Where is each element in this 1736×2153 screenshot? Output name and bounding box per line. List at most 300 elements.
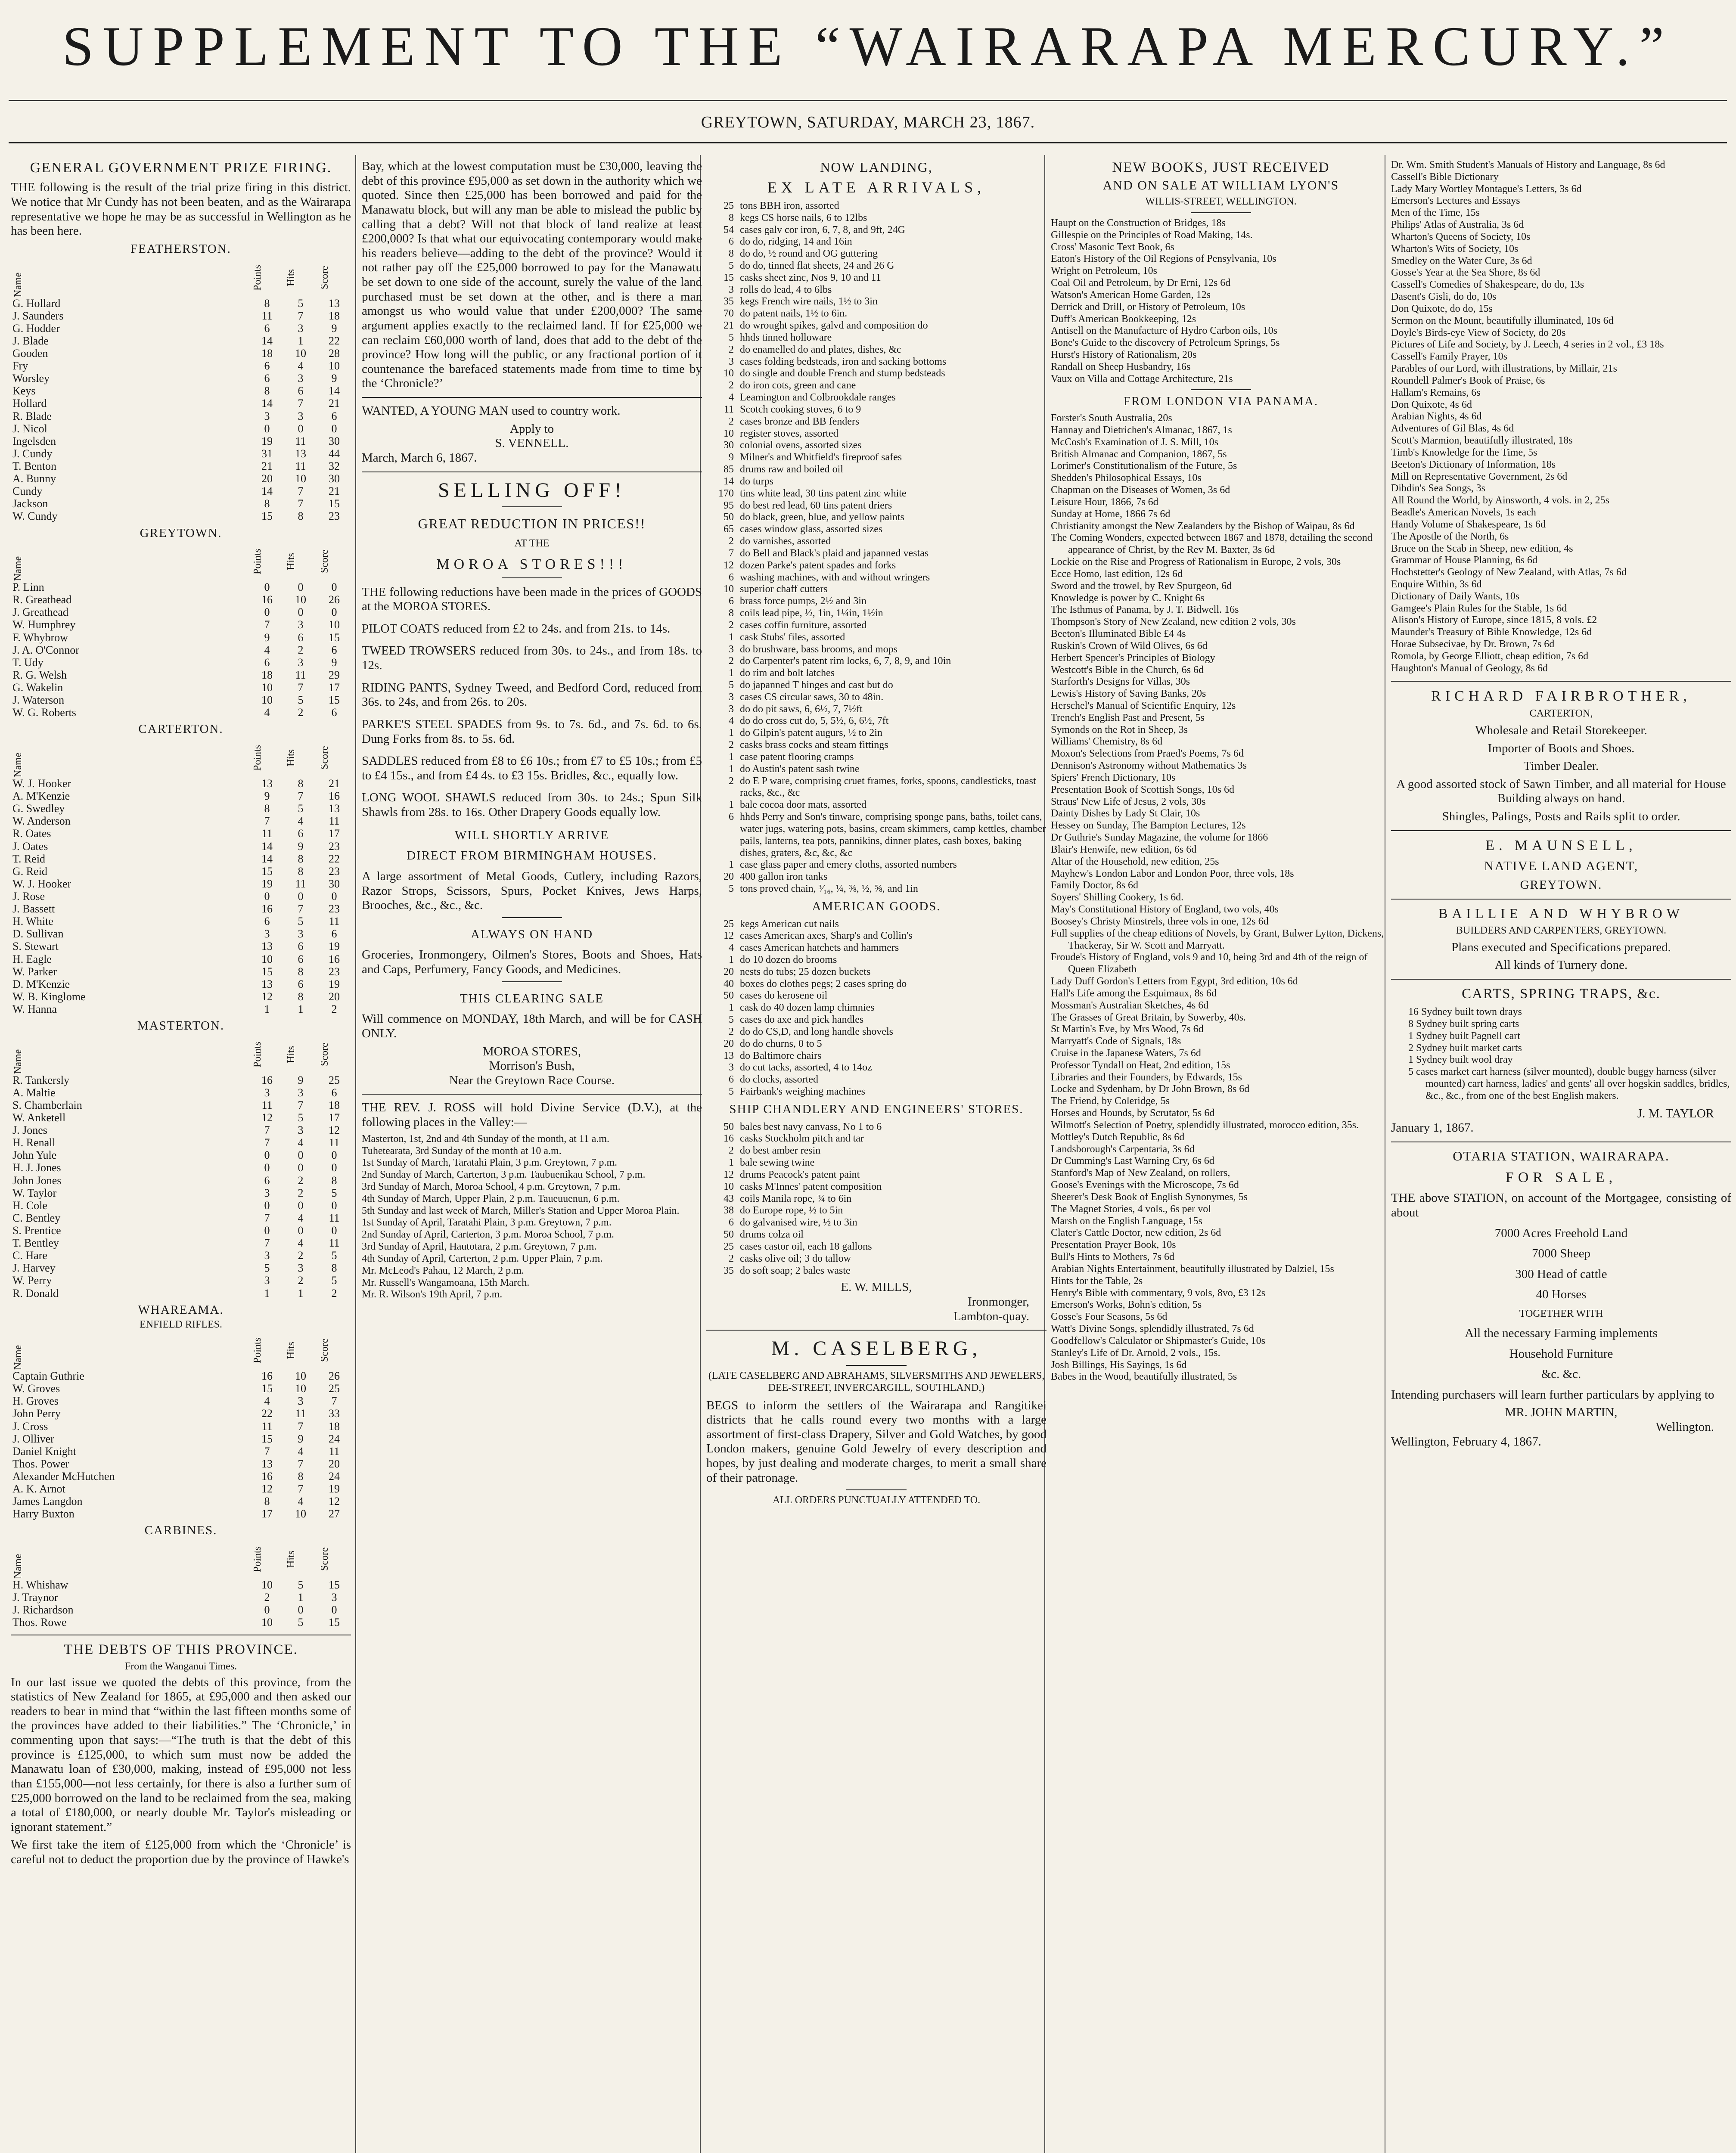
ship-item-qty: 2 (729, 1253, 734, 1264)
score-row (11, 1508, 351, 1520)
book-item: Sunday at Home, 1866 7s 6d (1051, 508, 1171, 520)
score-cell: 7 (298, 681, 304, 694)
score-row (11, 297, 351, 310)
service-intro: THE REV. J. ROSS will hold Divine Service (D.V.), at the following places in the Valley:— (362, 1101, 702, 1129)
score-cell: 17 (329, 1111, 340, 1124)
hardware-item-desc: do rim and bolt latches (740, 667, 835, 679)
score-header-name-label: Name (12, 1554, 24, 1579)
score-cell: 13 (261, 777, 273, 790)
shooter-name: G. Wakelin (12, 681, 63, 694)
hardware-item-desc: casks brass cocks and steam fittings (740, 739, 888, 751)
score-cell: 7 (298, 1457, 304, 1470)
score-cell: 7 (298, 1098, 304, 1111)
hardware-item-qty: 54 (724, 224, 734, 236)
rule (706, 1330, 1047, 1331)
ship-item-qty: 25 (724, 1241, 734, 1252)
score-cell: 10 (295, 1370, 306, 1383)
maunsell-ad (1391, 837, 1731, 893)
fairbrother-line: Shingles, Palings, Posts and Rails split to order. (1442, 810, 1680, 823)
score-cell: 7 (298, 903, 304, 915)
score-row (11, 606, 351, 618)
fairbrother-ad (1391, 688, 1731, 824)
debts-source: From the Wanganui Times. (124, 1660, 237, 1672)
score-row (11, 890, 351, 903)
rule (1391, 899, 1731, 900)
score-tables (11, 242, 351, 1629)
masthead (0, 17, 1736, 76)
score-header-score-label: Score (319, 266, 330, 289)
score-row (11, 1212, 351, 1224)
american-item-desc: boxes do clothes pegs; 2 cases spring do (740, 978, 907, 990)
shooter-name: W. Perry (12, 1274, 52, 1287)
hardware-item-desc: do Gilpin's patent augurs, ½ to 2in (740, 727, 882, 739)
hardware-item (706, 488, 1047, 500)
prize-firing-intro: THE following is the result of the trial prize firing in this district. We notice that Mr Cundy has not been beaten, and as the Wairarapa representative we hope he may be as successful in Wellington as he has been here. (11, 180, 351, 238)
score-row (11, 903, 351, 915)
hardware-item-qty: 5 (729, 260, 734, 271)
score-header-hits-label: Hits (286, 553, 297, 571)
shooter-name: A. M'Kenzie (12, 790, 70, 803)
score-cell: 15 (329, 631, 340, 644)
score-header-points-label: Points (252, 1546, 263, 1573)
score-cell: 3 (298, 1124, 304, 1137)
book-item: Antisell on the Manufacture of Hydro Carbon oils, 10s (1051, 325, 1277, 337)
column-1 (11, 159, 351, 2153)
score-header-score (317, 542, 351, 581)
score-cell: 3 (298, 656, 304, 669)
score-cell: 7 (298, 309, 304, 322)
score-cell: 3 (331, 1591, 337, 1604)
reduction-item: RIDING PANTS, Sydney Tweed, and Bedford Cord, reduced from 36s. to 24s, and from 26s. to 20s. (362, 680, 702, 709)
hardware-item (706, 500, 1047, 512)
shooter-name: Ingelsden (12, 434, 56, 447)
service-item: Mr. Russell's Wangamoana, 15th March. (362, 1277, 530, 1288)
book-item: Dr Guthrie's Sunday Magazine, the volume for 1866 (1051, 832, 1268, 844)
score-header-score-label: Score (319, 1338, 330, 1362)
hardware-item-qty: 5 (729, 883, 734, 895)
otaria-item: 7000 Sheep (1531, 1247, 1591, 1261)
book-item: Horses and Hounds, by Scrutator, 5s 6d (1051, 1108, 1215, 1119)
score-cell: 0 (298, 1224, 304, 1237)
hardware-item (706, 776, 1047, 800)
shooter-name: Jackson (12, 497, 48, 510)
score-cell: 2 (298, 643, 304, 656)
score-row (11, 360, 351, 372)
ship-item-desc: do galvanised wire, ½ to 3in (740, 1217, 857, 1229)
score-cell: 25 (329, 1073, 340, 1086)
hardware-item (706, 452, 1047, 464)
score-cell: 16 (329, 952, 340, 965)
american-item-qty: 1 (729, 954, 734, 965)
shooter-name: H. Cole (12, 1199, 47, 1212)
score-cell: 20 (329, 1457, 340, 1470)
score-row (11, 1287, 351, 1300)
shooter-name: Worsley (12, 372, 50, 385)
score-cell: 7 (298, 790, 304, 803)
shooter-name: R. Tankersly (12, 1073, 70, 1086)
book-item: Lady Mary Wortley Montague's Letters, 3s 6d (1391, 183, 1582, 195)
hardware-item-desc: do enamelled do and plates, dishes, &c (740, 344, 901, 355)
score-header-points-label: Points (252, 1337, 263, 1364)
score-cell: 9 (264, 631, 270, 644)
arrive-text: A large assortment of Metal Goods, Cutlery, including Razors, Razor Strops, Scissors, Spurs, Pocket Knives, Jews Harps, Brooches, &c., &c., &c. (362, 869, 702, 912)
score-cell: 6 (331, 706, 337, 719)
score-table (11, 542, 351, 719)
book-item: Leisure Hour, 1866, 7s 6d (1051, 496, 1158, 508)
american-item-qty: 6 (729, 1074, 734, 1086)
dateline-rule (9, 142, 1727, 143)
service-item: Tuhetearata, 3rd Sunday of the month at 10 a.m. (362, 1145, 562, 1157)
book-item: Cassell's Comedies of Shakespeare, do do, 13s (1391, 279, 1584, 291)
shooter-name: H. J. Jones (12, 1161, 61, 1174)
book-item: Lewis's History of Saving Banks, 20s (1051, 688, 1206, 700)
rule (846, 1365, 907, 1366)
score-cell: 23 (329, 510, 340, 523)
shooter-name: H. Whishaw (12, 1579, 68, 1591)
ship-item (706, 1229, 1047, 1241)
score-header-name-label: Name (12, 1345, 24, 1370)
hardware-item-desc: do do, ½ round and OG guttering (740, 248, 878, 260)
shooter-name: Alexander McHutchen (12, 1470, 115, 1483)
score-row (11, 310, 351, 322)
score-header-points-label: Points (252, 1041, 263, 1067)
fairbrother-name: RICHARD FAIRBROTHER, (1431, 688, 1691, 704)
score-cell: 23 (329, 903, 340, 915)
score-cell: 7 (264, 1445, 270, 1458)
score-cell: 5 (298, 802, 304, 815)
book-item: Landsborough's Carpentaria, 3s 6d (1051, 1143, 1195, 1155)
hardware-item-desc: hhds tinned holloware (740, 332, 832, 343)
score-row (11, 1262, 351, 1274)
score-cell: 22 (329, 334, 340, 347)
hardware-item-desc: kegs CS horse nails, 6 to 12lbs (740, 212, 867, 223)
otaria-text: THE above STATION, on account of the Mortgagee, consisting of about (1391, 1191, 1731, 1219)
book-item: Gamgee's Plain Rules for the Stable, 1s 6d (1391, 602, 1567, 614)
hardware-item-qty: 2 (729, 536, 734, 547)
score-header-hits (284, 738, 317, 777)
american-item (706, 1050, 1047, 1062)
american-item-qty: 1 (729, 1002, 734, 1014)
shooter-name: W. Humphrey (12, 618, 76, 631)
score-cell: 6 (331, 410, 337, 422)
score-row (11, 1174, 351, 1187)
score-cell: 1 (298, 334, 304, 347)
score-row (11, 1382, 351, 1395)
score-cell: 4 (298, 1237, 304, 1250)
otaria-date: Wellington, February 4, 1867. (1391, 1434, 1541, 1449)
book-item: Blair's Henwife, new edition, 6s 6d (1051, 844, 1197, 855)
shooter-name: A. Bunny (12, 472, 56, 485)
book-item: Presentation Book of Scottish Songs, 10s 6d (1051, 784, 1235, 795)
american-item (706, 1062, 1047, 1074)
hardware-item-qty: 50 (724, 512, 734, 523)
hardware-item (706, 440, 1047, 452)
book-item: St Martin's Eve, by Mrs Wood, 7s 6d (1051, 1024, 1204, 1035)
shooter-name: J. Richardson (12, 1604, 74, 1616)
shooter-name: J. Jones (12, 1124, 47, 1137)
book-item: Haughton's Manual of Geology, 8s 6d (1391, 662, 1548, 674)
hardware-item-qty: 1 (729, 727, 734, 739)
rule (502, 577, 562, 578)
score-header-hits-label: Hits (286, 1045, 297, 1063)
hardware-item-desc: washing machines, with and without wringers (740, 571, 930, 583)
hardware-item-desc: case glass paper and emery cloths, assorted numbers (740, 859, 957, 871)
prize-firing-heading: GENERAL GOVERNMENT PRIZE FIRING. (30, 160, 332, 176)
ship-item-desc: casks Stockholm pitch and tar (740, 1133, 864, 1145)
ship-item-qty: 43 (724, 1193, 734, 1204)
maunsell-line: NATIVE LAND AGENT, (1484, 858, 1639, 874)
score-cell: 10 (261, 1616, 273, 1629)
score-cell: 1 (298, 1287, 304, 1300)
rule (502, 981, 562, 982)
rule (1391, 681, 1731, 682)
book-item: Cassell's Family Prayer, 10s (1391, 351, 1508, 363)
hardware-item (706, 632, 1047, 644)
ship-item (706, 1241, 1047, 1253)
american-item (706, 966, 1047, 978)
service-item: Mr. R. Wilson's 19th April, 7 p.m. (362, 1289, 503, 1300)
ship-item-desc: cases castor oil, each 18 gallons (740, 1241, 872, 1252)
score-cell: 3 (298, 322, 304, 335)
american-item-qty: 5 (729, 1014, 734, 1026)
hardware-list (706, 200, 1047, 895)
score-cell: 17 (261, 1508, 273, 1520)
book-item: Libraries and their Founders, by Edwards, 15s (1051, 1071, 1242, 1083)
ship-heading: SHIP CHANDLERY AND ENGINEERS' STORES. (729, 1102, 1024, 1116)
shooter-name: W. Anderson (12, 815, 71, 828)
book-item: Doyle's Birds-eye View of Society, do 20s (1391, 327, 1566, 338)
book-item: Professor Tyndall on Heat, 2nd edition, 15s (1051, 1059, 1230, 1071)
book-item: The Apostle of the North, 6s (1391, 530, 1509, 542)
american-item (706, 1026, 1047, 1038)
fairbrother-line: Timber Dealer. (1523, 759, 1599, 773)
score-row (11, 681, 351, 694)
otaria-item: 7000 Acres Freehold Land (1494, 1226, 1628, 1240)
fairbrother-line: A good assorted stock of Sawn Timber, and all material for House Building always on hand. (1396, 777, 1726, 806)
caselberg-text: BEGS to inform the settlers of the Wairarapa and Rangitikei districts that he calls round every two months with a large assortment of first-class Drapery, Silver and Gold Watches, by good London makers, genuine Gold Jewelry of every description and hopes, by just dealing and moderate charges, to merit a small share of their patronage. (706, 1398, 1047, 1485)
shooter-name: A. K. Arnot (12, 1483, 65, 1495)
score-cell: 1 (264, 1287, 270, 1300)
score-row (11, 497, 351, 510)
book-item: Westcott's Bible in the Church, 6s 6d (1051, 664, 1204, 676)
score-row (11, 631, 351, 644)
ship-item (706, 1145, 1047, 1157)
book-item: Mossman's Australian Sketches, 4s 6d (1051, 999, 1209, 1011)
shooter-name: G. Swedley (12, 802, 65, 815)
score-header-name-label: Name (12, 556, 24, 581)
american-item (706, 1074, 1047, 1086)
score-cell: 5 (298, 1111, 304, 1124)
hardware-item-qty: 5 (729, 332, 734, 343)
reduction-item: PARKE'S STEEL SPADES from 9s. to 7s. 6d., and 7s. 6d. to 6s. Dung Forks from 8s. to 5s. 6d. (362, 717, 702, 746)
score-cell: 16 (329, 790, 340, 803)
book-item: Duff's American Bookkeeping, 12s (1051, 313, 1196, 325)
hardware-item (706, 739, 1047, 751)
book-item: Dibdin's Sea Songs, 3s (1391, 483, 1486, 494)
hardware-item-desc: kegs French wire nails, 1½ to 3in (740, 296, 878, 307)
score-cell: 0 (264, 581, 270, 594)
cart-item: 1 Sydney built wool dray (1408, 1054, 1513, 1066)
ship-item-desc: do best amber resin (740, 1145, 821, 1157)
cart-item: 5 cases market cart harness (silver mounted), double buggy harness (silver mounted) cart harness, ladies' and gents' all over hogskin saddles, bridles, &c., &c., from one of the best English makers. (1408, 1066, 1730, 1101)
dateline: GREYTOWN, SATURDAY, MARCH 23, 1867. (701, 113, 1035, 131)
score-cell: 7 (264, 618, 270, 631)
american-item-qty: 20 (724, 966, 734, 977)
book-item: All Round the World, by Ainsworth, 4 vols. in 2, 25s (1391, 495, 1609, 506)
shooter-name: J. Nicol (12, 422, 47, 435)
score-cell: 15 (261, 865, 273, 878)
score-cell: 6 (331, 1086, 337, 1099)
service-item: 2nd Sunday of March, Carterton, 3 p.m. Taubuenikau School, 7 p.m. (362, 1169, 646, 1181)
score-header-score (317, 1331, 351, 1370)
score-cell: 30 (329, 434, 340, 447)
book-item: Derrick and Drill, or History of Petroleum, 10s (1051, 301, 1245, 313)
score-cell: 14 (261, 852, 273, 865)
score-cell: 2 (298, 1249, 304, 1262)
shooter-name: S. Prentice (12, 1224, 61, 1237)
score-row (11, 953, 351, 965)
score-cell: 44 (329, 447, 340, 460)
hardware-item-desc: 400 gallon iron tanks (740, 871, 828, 883)
rule (1391, 830, 1731, 831)
book-item: Romola, by George Elliott, cheap edition, 7s 6d (1391, 650, 1589, 662)
hardware-item-qty: 65 (724, 524, 734, 535)
score-row (11, 1003, 351, 1015)
score-cell: 4 (298, 1211, 304, 1224)
score-cell: 2 (298, 1274, 304, 1287)
hardware-item (706, 392, 1047, 404)
wanted-date: March, March 6, 1867. (362, 450, 477, 465)
score-cell: 8 (298, 965, 304, 978)
shooter-name: R. G. Welsh (12, 668, 67, 681)
rule (502, 917, 562, 918)
score-cell: 0 (298, 890, 304, 903)
score-row (11, 1395, 351, 1407)
book-item: Gosse's Four Seasons, 5s 6d (1051, 1311, 1168, 1323)
score-row (11, 322, 351, 335)
american-item-qty: 50 (724, 990, 734, 1002)
score-cell: 16 (261, 903, 273, 915)
ship-item-desc: bales best navy canvass, No 1 to 6 (740, 1121, 882, 1132)
book-item: Christianity amongst the New Zealanders by the Bishop of Waipau, 8s 6d (1051, 520, 1355, 532)
debts-paragraph: We first take the item of £125,000 from which the ‘Chronicle’ is careful not to deduct the proportion due by the province of Hawke's (11, 1838, 351, 1867)
rule (846, 1489, 907, 1490)
hardware-item-qty: 2 (729, 416, 734, 427)
moroa-stores-ad (362, 478, 702, 1088)
hardware-item-desc: hhds Perry and Son's tinware, comprising sponge pans, baths, toilet cans, water jugs, watering pots, basins, cream skimmers, camp kettles, chamber pails, lanterns, tea pots, pannikins, dinner plates, cash boxes, baking dishes, graters, &c, &c, &c (740, 811, 1046, 859)
hardware-item (706, 284, 1047, 296)
score-cell: 3 (264, 1249, 270, 1262)
score-cell: 7 (331, 1395, 337, 1408)
hardware-item-desc: tins white lead, 30 tins patent zinc white (740, 487, 907, 499)
score-cell: 6 (298, 952, 304, 965)
score-cell: 10 (295, 1508, 306, 1520)
score-cell: 23 (329, 840, 340, 853)
score-row (11, 978, 351, 990)
shooter-name: H. Eagle (12, 952, 52, 965)
ship-item-qty: 2 (729, 1145, 734, 1157)
shooter-name: J. Rose (12, 890, 45, 903)
score-cell: 14 (261, 397, 273, 410)
score-cell: 14 (261, 840, 273, 853)
book-item: Dainty Dishes by Lady St Clair, 10s (1051, 808, 1200, 819)
book-item: Locke and Sydenham, by Dr John Brown, 8s 6d (1051, 1083, 1250, 1095)
score-header-points-label: Points (252, 549, 263, 575)
reduction-item: PILOT COATS reduced from £2 to 24s. and from 21s. to 14s. (362, 621, 671, 636)
book-item: Trench's English Past and Present, 5s (1051, 712, 1205, 723)
score-cell: 12 (261, 1483, 273, 1495)
reduction-list (362, 622, 702, 820)
otaria-place: Wellington. (1655, 1420, 1714, 1434)
ship-item-desc: do Europe rope, ½ to 5in (740, 1205, 843, 1216)
hardware-item-desc: do patent nails, 1½ to 6in. (740, 308, 848, 320)
shooter-name: C. Bentley (12, 1211, 61, 1224)
score-cell: 3 (298, 618, 304, 631)
book-item: Bone's Guide to the discovery of Petroleum Springs, 5s (1051, 337, 1280, 349)
clearing-signature: Morrison's Bush, (489, 1059, 575, 1073)
score-cell: 11 (261, 1420, 273, 1433)
hardware-item-qty: 11 (724, 403, 734, 415)
score-row (11, 410, 351, 422)
score-cell: 12 (261, 1111, 273, 1124)
score-cell: 1 (298, 1591, 304, 1604)
shooter-name: H. White (12, 915, 53, 928)
book-item: Timb's Knowledge for the Time, 5s (1391, 447, 1537, 458)
score-cell: 0 (331, 1149, 337, 1162)
wanted-text: WANTED, A YOUNG MAN used to country work. (362, 404, 621, 418)
wanted-name: S. VENNELL. (495, 436, 569, 450)
selling-off: SELLING OFF! (438, 478, 626, 502)
score-cell: 0 (264, 1149, 270, 1162)
hardware-item (706, 620, 1047, 632)
book-item: Bruce on the Scab in Sheep, new edition, 4s (1391, 543, 1573, 554)
always-text: Groceries, Ironmongery, Oilmen's Stores, Boots and Shoes, Hats and Caps, Perfumery, Fancy Goods, and Medicines. (362, 948, 702, 977)
score-cell: 6 (264, 372, 270, 385)
score-cell: 11 (329, 1136, 340, 1149)
score-row (11, 940, 351, 952)
hardware-item-qty: 12 (724, 559, 734, 571)
score-group-subtitle: ENFIELD RIFLES. (140, 1319, 222, 1331)
hardware-item (706, 248, 1047, 260)
book-item: Smedley on the Water Cure, 3s 6d (1391, 255, 1532, 267)
book-item: Marryatt's Code of Signals, 18s (1051, 1036, 1181, 1047)
hardware-item-qty: 30 (724, 440, 734, 451)
shooter-name: C. Hare (12, 1249, 47, 1262)
score-row (11, 1199, 351, 1212)
book-item: Lady Duff Gordon's Letters from Egypt, 3rd edition, 10s 6d (1051, 976, 1298, 987)
score-row (11, 460, 351, 472)
score-header-points (250, 258, 284, 297)
shooter-name: J. Bassett (12, 903, 55, 915)
american-item (706, 1086, 1047, 1098)
shooter-name: W. J. Hooker (12, 877, 71, 890)
score-cell: 3 (298, 1395, 304, 1408)
hardware-item-qty: 4 (729, 715, 734, 727)
hardware-item-desc: drums raw and boiled oil (740, 464, 843, 475)
hardware-item-desc: Scotch cooking stoves, 6 to 9 (740, 403, 861, 415)
score-cell: 16 (261, 1370, 273, 1383)
american-list (706, 918, 1047, 1098)
book-item: Watson's American Home Garden, 12s (1051, 289, 1211, 301)
book-item: Symonds on the Rot in Sheep, 3s (1051, 724, 1188, 735)
score-cell: 21 (329, 777, 340, 790)
score-cell: 0 (331, 606, 337, 619)
mills-name: E. W. MILLS, (841, 1280, 912, 1294)
fairbrother-place: CARTERTON, (1529, 708, 1593, 720)
score-row (11, 706, 351, 719)
score-cell: 4 (298, 360, 304, 372)
score-header-points (250, 1331, 284, 1370)
